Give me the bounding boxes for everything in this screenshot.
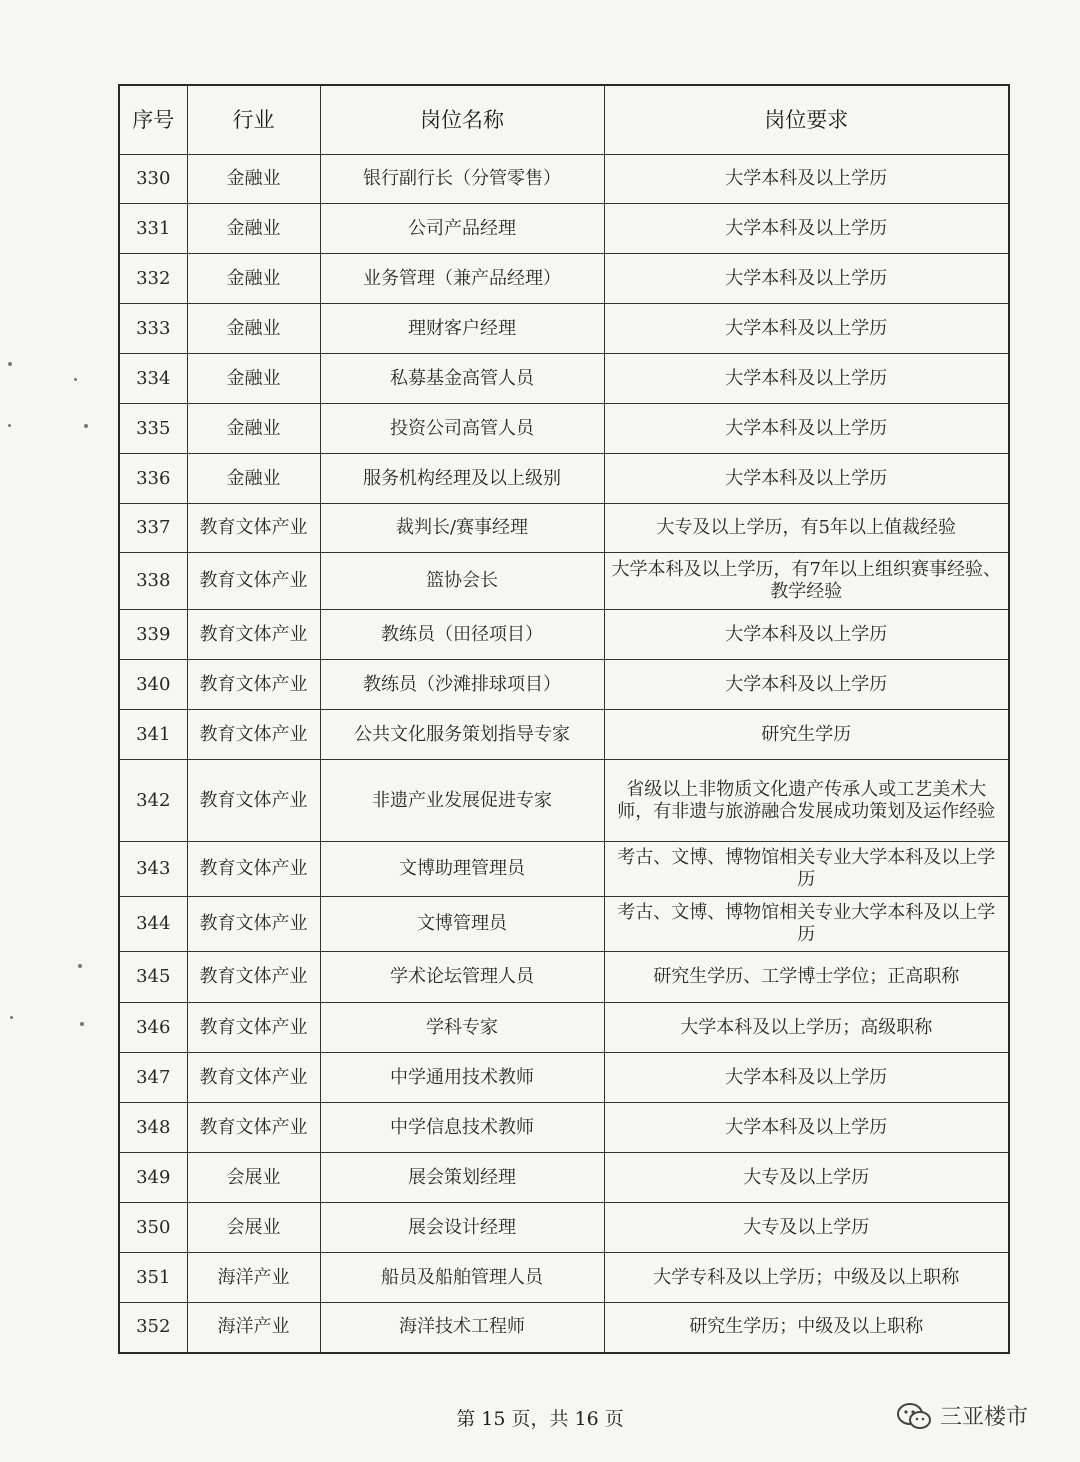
cell-position: 文博助理管理员 [320, 842, 604, 897]
cell-no: 335 [119, 404, 187, 454]
cell-no: 331 [119, 204, 187, 254]
cell-requirement: 大学本科及以上学历 [604, 354, 1009, 404]
cell-requirement: 大专及以上学历，有5年以上值裁经验 [604, 504, 1009, 553]
table-row [119, 204, 1009, 254]
cell-industry: 金融业 [187, 354, 320, 404]
cell-position: 银行副行长（分管零售） [320, 155, 604, 204]
cell-no: 330 [119, 155, 187, 204]
cell-position: 教练员（沙滩排球项目） [320, 660, 604, 710]
cell-requirement: 研究生学历、工学博士学位；正高职称 [604, 952, 1009, 1003]
cell-position: 裁判长/赛事经理 [320, 504, 604, 553]
cell-industry: 金融业 [187, 254, 320, 304]
wechat-icon [896, 1401, 932, 1431]
cell-requirement: 大学本科及以上学历 [604, 304, 1009, 354]
cell-industry: 教育文体产业 [187, 610, 320, 660]
cell-industry: 教育文体产业 [187, 760, 320, 842]
cell-industry: 会展业 [187, 1203, 320, 1253]
cell-position: 篮协会长 [320, 553, 604, 610]
cell-no: 338 [119, 553, 187, 610]
table-row [119, 897, 1009, 952]
cell-requirement: 大学本科及以上学历 [604, 204, 1009, 254]
cell-industry: 教育文体产业 [187, 1103, 320, 1153]
cell-industry: 教育文体产业 [187, 553, 320, 610]
cell-requirement: 大专及以上学历 [604, 1203, 1009, 1253]
table-row [119, 1153, 1009, 1203]
table-row [119, 404, 1009, 454]
cell-no: 340 [119, 660, 187, 710]
cell-industry: 教育文体产业 [187, 842, 320, 897]
cell-no: 352 [119, 1303, 187, 1353]
cell-requirement: 大专及以上学历 [604, 1153, 1009, 1203]
cell-requirement: 研究生学历；中级及以上职称 [604, 1303, 1009, 1353]
table-row [119, 254, 1009, 304]
cell-no: 350 [119, 1203, 187, 1253]
table-body [119, 155, 1009, 1353]
watermark [896, 1400, 1028, 1431]
cell-no: 332 [119, 254, 187, 304]
cell-industry: 教育文体产业 [187, 952, 320, 1003]
cell-no: 346 [119, 1003, 187, 1053]
header-industry: 行业 [187, 85, 320, 155]
table-row [119, 1003, 1009, 1053]
cell-position: 公共文化服务策划指导专家 [320, 710, 604, 760]
table-row [119, 842, 1009, 897]
table-row [119, 504, 1009, 553]
table-row [119, 354, 1009, 404]
cell-position: 业务管理（兼产品经理） [320, 254, 604, 304]
cell-position: 投资公司高管人员 [320, 404, 604, 454]
watermark-text: 三亚楼市 [940, 1405, 1029, 1430]
cell-no: 333 [119, 304, 187, 354]
scan-speck [80, 1022, 84, 1026]
table-row [119, 553, 1009, 610]
cell-no: 345 [119, 952, 187, 1003]
cell-industry: 金融业 [187, 155, 320, 204]
scan-speck [8, 424, 11, 427]
cell-industry: 教育文体产业 [187, 710, 320, 760]
job-table [118, 84, 1010, 1354]
table-row [119, 760, 1009, 842]
cell-position: 私募基金高管人员 [320, 354, 604, 404]
header-no: 序号 [119, 85, 187, 155]
cell-no: 339 [119, 610, 187, 660]
cell-position: 中学通用技术教师 [320, 1053, 604, 1103]
scan-speck [84, 424, 88, 428]
cell-no: 344 [119, 897, 187, 952]
header-requirement: 岗位要求 [604, 85, 1009, 155]
cell-requirement: 大学本科及以上学历 [604, 660, 1009, 710]
cell-requirement: 考古、文博、博物馆相关专业大学本科及以上学历 [604, 842, 1009, 897]
table-row [119, 660, 1009, 710]
cell-position: 船员及船舶管理人员 [320, 1253, 604, 1303]
cell-industry: 海洋产业 [187, 1253, 320, 1303]
table-row [119, 710, 1009, 760]
cell-requirement: 大学本科及以上学历 [604, 1053, 1009, 1103]
cell-requirement: 大学本科及以上学历 [604, 1103, 1009, 1153]
cell-no: 334 [119, 354, 187, 404]
cell-requirement: 大学本科及以上学历 [604, 404, 1009, 454]
table-row [119, 952, 1009, 1003]
cell-industry: 会展业 [187, 1153, 320, 1203]
cell-position: 学科专家 [320, 1003, 604, 1053]
cell-position: 文博管理员 [320, 897, 604, 952]
table-header-row [119, 85, 1009, 155]
cell-industry: 金融业 [187, 204, 320, 254]
scan-speck [74, 378, 77, 381]
table-row [119, 1303, 1009, 1353]
cell-position: 海洋技术工程师 [320, 1303, 604, 1353]
cell-position: 公司产品经理 [320, 204, 604, 254]
cell-requirement: 大学本科及以上学历 [604, 254, 1009, 304]
cell-requirement: 省级以上非物质文化遗产传承人或工艺美术大师，有非遗与旅游融合发展成功策划及运作经验 [604, 760, 1009, 842]
cell-position: 学术论坛管理人员 [320, 952, 604, 1003]
table-row [119, 1103, 1009, 1153]
table-row [119, 1253, 1009, 1303]
table-row [119, 454, 1009, 504]
cell-requirement: 大学专科及以上学历；中级及以上职称 [604, 1253, 1009, 1303]
cell-requirement: 考古、文博、博物馆相关专业大学本科及以上学历 [604, 897, 1009, 952]
scan-speck [8, 362, 12, 366]
cell-position: 理财客户经理 [320, 304, 604, 354]
cell-no: 347 [119, 1053, 187, 1103]
table-row [119, 1053, 1009, 1103]
cell-industry: 金融业 [187, 404, 320, 454]
cell-position: 展会策划经理 [320, 1153, 604, 1203]
cell-industry: 教育文体产业 [187, 660, 320, 710]
cell-industry: 金融业 [187, 304, 320, 354]
cell-industry: 教育文体产业 [187, 1003, 320, 1053]
cell-no: 337 [119, 504, 187, 553]
cell-no: 341 [119, 710, 187, 760]
page-number: 第 15 页，共 16 页 [456, 1408, 624, 1430]
cell-industry: 金融业 [187, 454, 320, 504]
scan-speck [10, 1016, 13, 1019]
cell-position: 非遗产业发展促进专家 [320, 760, 604, 842]
scan-speck [78, 964, 82, 968]
cell-position: 教练员（田径项目） [320, 610, 604, 660]
cell-requirement: 大学本科及以上学历 [604, 454, 1009, 504]
cell-requirement: 研究生学历 [604, 710, 1009, 760]
cell-no: 351 [119, 1253, 187, 1303]
cell-requirement: 大学本科及以上学历 [604, 155, 1009, 204]
cell-no: 342 [119, 760, 187, 842]
table-row [119, 610, 1009, 660]
cell-no: 349 [119, 1153, 187, 1203]
table-row [119, 155, 1009, 204]
cell-position: 中学信息技术教师 [320, 1103, 604, 1153]
cell-no: 348 [119, 1103, 187, 1153]
table-row [119, 1203, 1009, 1253]
cell-requirement: 大学本科及以上学历，有7年以上组织赛事经验、教学经验 [604, 553, 1009, 610]
table-row [119, 304, 1009, 354]
cell-no: 343 [119, 842, 187, 897]
cell-position: 展会设计经理 [320, 1203, 604, 1253]
cell-requirement: 大学本科及以上学历 [604, 610, 1009, 660]
cell-industry: 海洋产业 [187, 1303, 320, 1353]
header-position: 岗位名称 [320, 85, 604, 155]
cell-industry: 教育文体产业 [187, 897, 320, 952]
cell-position: 服务机构经理及以上级别 [320, 454, 604, 504]
cell-no: 336 [119, 454, 187, 504]
cell-industry: 教育文体产业 [187, 504, 320, 553]
cell-industry: 教育文体产业 [187, 1053, 320, 1103]
cell-requirement: 大学本科及以上学历；高级职称 [604, 1003, 1009, 1053]
